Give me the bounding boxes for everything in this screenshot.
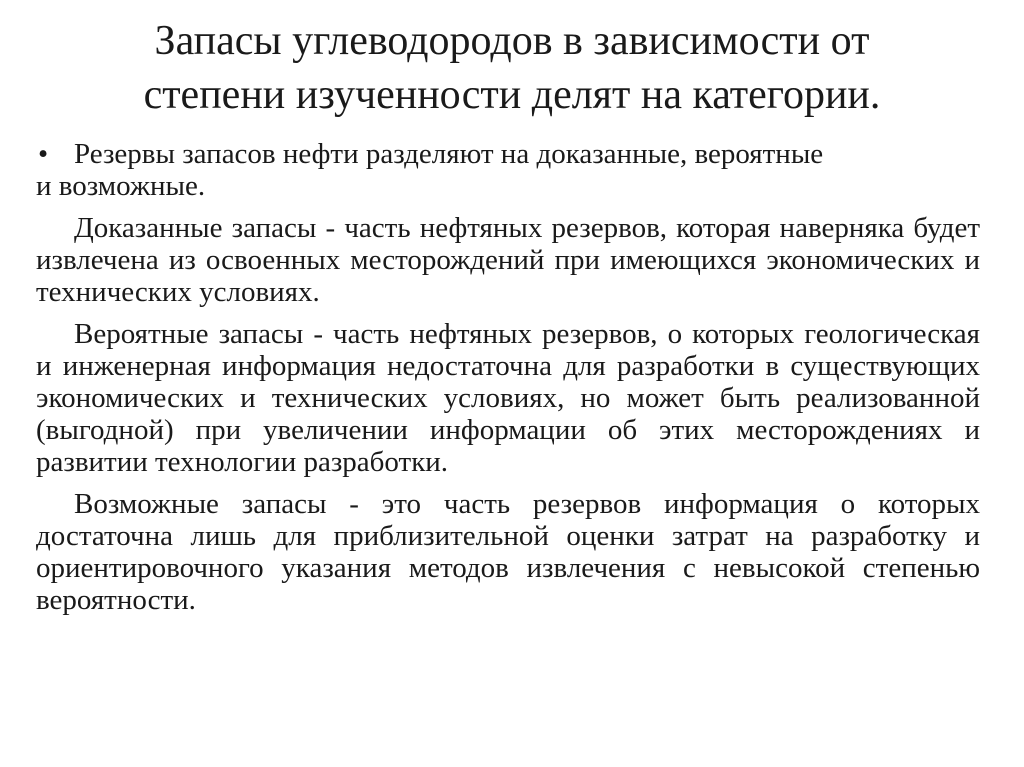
bullet-text-line-1: Резервы запасов нефти разделяют на доказанные, вероятные xyxy=(74,138,824,170)
title-line-1: Запасы углеводородов в зависимости от xyxy=(154,18,870,64)
bullet-marker: • xyxy=(38,138,49,170)
title-line-2: степени изученности делят на категории. xyxy=(143,72,881,118)
bullet-item xyxy=(36,138,980,202)
slide-body xyxy=(36,138,980,626)
paragraph-proved-reserves: Доказанные запасы - часть нефтяных резервов, которая наверняка будет извлечена из освоенных месторождений при имеющихся экономических и технических условиях. xyxy=(36,212,980,308)
paragraph-probable-reserves: Вероятные запасы - часть нефтяных резервов, о которых геологическая и инженерная информация недостаточна для разработки в существующих экономических и технических условиях, но может быть реализованной (выгодной) при увеличении информации об этих месторождениях и развитии технологии разработки. xyxy=(36,318,980,478)
paragraph-possible-reserves: Возможные запасы - это часть резервов информация о которых достаточна лишь для приблизительной оценки затрат на разработку и ориентировочного указания методов извлечения с невысокой степенью вероятности. xyxy=(36,488,980,616)
slide-title xyxy=(60,14,964,122)
bullet-text-line-2: и возможные. xyxy=(36,170,206,202)
